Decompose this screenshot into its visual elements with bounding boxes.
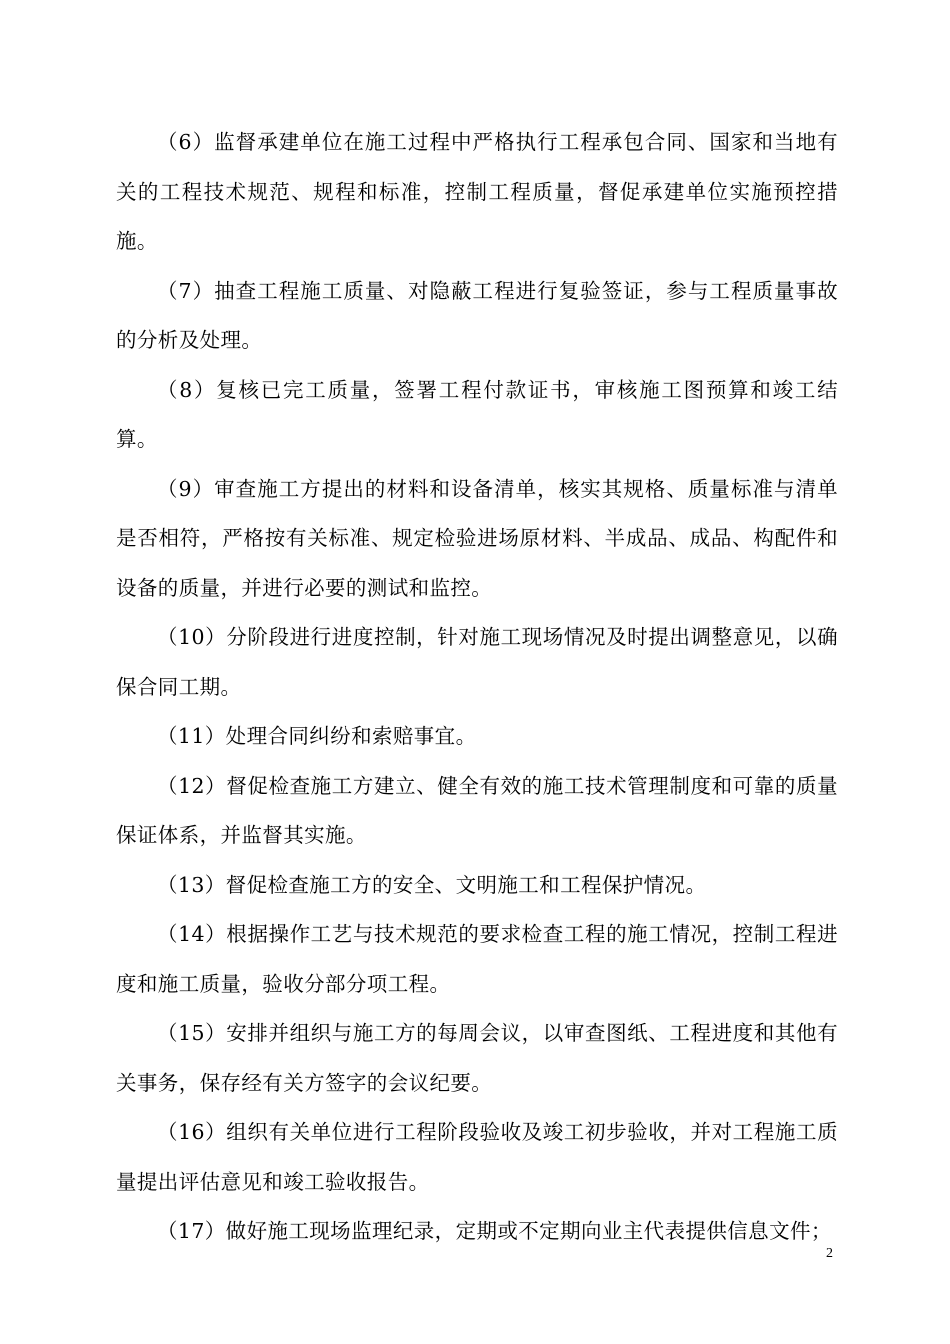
paragraph-item-16: （16）组织有关单位进行工程阶段验收及竣工初步验收，并对工程施工质量提出评估意见和竣工验收报告。: [116, 1120, 838, 1194]
paragraph-item-14: （14）根据操作工艺与技术规范的要求检查工程的施工情况，控制工程进度和施工质量，验收分部分项工程。: [116, 922, 838, 996]
paragraph-item-17: （17）做好施工现场监理纪录，定期或不定期向业主代表提供信息文件；: [157, 1219, 832, 1243]
page-number: 2: [826, 1246, 833, 1261]
paragraph-item-7: （7）抽查工程施工质量、对隐蔽工程进行复验签证，参与工程质量事故的分析及处理。: [116, 278, 838, 352]
paragraph-item-10: （10）分阶段进行进度控制，针对施工现场情况及时提出调整意见，以确保合同工期。: [116, 625, 838, 699]
paragraph-item-6: （6）监督承建单位在施工过程中严格执行工程承包合同、国家和当地有关的工程技术规范、规程和标准，控制工程质量，督促承建单位实施预控措施。: [116, 130, 838, 253]
paragraph-item-15: （15）安排并组织与施工方的每周会议，以审查图纸、工程进度和其他有关事务，保存经有关方签字的会议纪要。: [116, 1021, 838, 1095]
paragraph-item-13: （13）督促检查施工方的安全、文明施工和工程保护情况。: [157, 872, 707, 897]
document-body: [116, 118, 838, 1257]
paragraph-item-11: （11）处理合同纠纷和索赔事宜。: [157, 724, 477, 748]
paragraph-item-8: （8）复核已完工质量，签署工程付款证书，审核施工图预算和竣工结算。: [116, 377, 838, 451]
paragraph-item-9: （9）审查施工方提出的材料和设备清单，核实其规格、质量标准与清单是否相符，严格按有关标准、规定检验进场原材料、半成品、成品、构配件和设备的质量，并进行必要的测试和监控。: [116, 476, 838, 600]
paragraph-item-12: （12）督促检查施工方建立、健全有效的施工技术管理制度和可靠的质量保证体系，并监督其实施。: [116, 773, 838, 847]
